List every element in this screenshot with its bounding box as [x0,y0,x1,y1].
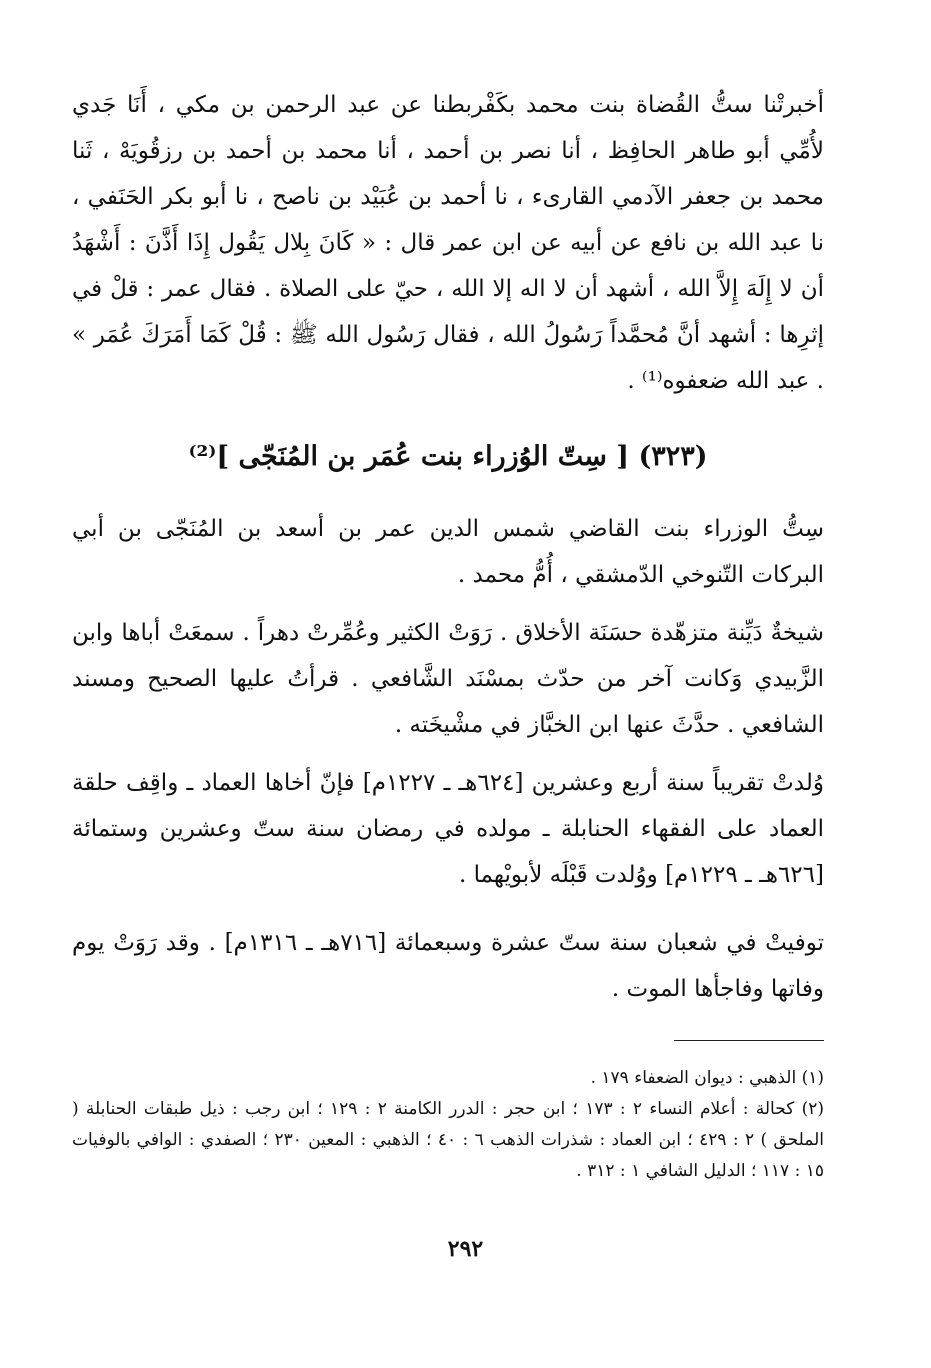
footnote-2: (٢) كحالة : أعلام النساء ٢ : ١٧٣ ؛ ابن حجر : الدرر الكامنة ٢ : ١٢٩ ؛ ابن رجب : ذيل طبقات الحنابلة ( الملحق ) ٢ : ٤٢٩ ؛ ابن العماد : شذرات الذهب ٦ : ٤٠ ؛ الذهبي : المعين ٢٣٠ ؛ الصفدي : الوافي بالوفيات ١٥ : ١١٧ ؛ الدليل الشافي ١ : ٣١٢ . [72,1099,825,1181]
biography-entry-heading: (٣٢٣) [ سِتّ الوُزراء بنت عُمَر بن المُنَجّى ]⁽²⁾ [188,441,708,472]
footnotes-section [72,1063,824,1187]
paragraph-birth: وُلدتْ تقريباً سنة أربع وعشرين [٦٢٤هـ ـ ١٢٢٧م] فإنّ أخاها العماد ـ واقِف حلقة العماد على الفقهاء الحنابلة ـ مولده في رمضان سنة ستّ وعشرين وستمائة [٦٢٦هـ ـ ١٢٢٩م] ووُلدت قَبْلَه لأبويْهما . [72,770,824,888]
footnote-divider [674,1040,824,1041]
paragraph-death: توفيتْ في شعبان سنة ستّ عشرة وسبعمائة [٧١٦هـ ـ ١٣١٦م] . وقد رَوَتْ يوم وفاتها وفاجأها الموت . [72,930,824,1002]
footnote-1: (١) الذهبي : ديوان الضعفاء ١٧٩ . [590,1068,824,1088]
page-number: ٢٩٢ [447,1236,484,1262]
paragraph-lineage: سِتُّ الوزراء بنت القاضي شمس الدين عمر بن أسعد بن المُنَجّى بن أبي البركات التّنوخي الدّمشقي ، أُمُّ محمد . [72,516,824,588]
paragraph-hadith-narration: أخبرتْنا ستُّ القُضاة بنت محمد بكَفْربطنا عن عبد الرحمن بن مكي ، أَنَا جَدي لأُمِّي أبو طاهر الحافِظ ، أنا نصر بن أحمد ، أنا محمد بن أحمد بن رزقُويَهْ ، ثَنا محمد بن جعفر الآدمي القارىء ، نا أحمد بن عُبَيْد بن ناصح ، نا أبو بكر الحَنَفي ، نا عبد الله بن نافع عن أبيه عن ابن عمر قال : « كَانَ بِلال يَقُول إِذَا أَذَّنَ : أَشْهَدُ أن لا إِلَهَ إِلاَّ الله ، أشهد أن لا اله إلا الله ، حيّ على الصلاة . فقال عمر : قلْ في إثرِها : أشهد أنَّ مُحمَّداً رَسُولُ الله ، فقال رَسُول الله ﷺ : قُلْ كَمَا أَمَرَكَ عُمَر » . عبد الله ضعفوه⁽¹⁾ . [72,92,825,394]
paragraph-biography: شيخةٌ دَيِّنة متزهّدة حسَنَة الأخلاق . رَوَتْ الكثير وعُمِّرتْ دهراً . سمعَتْ أباها وابن الزَّبيدي وَكانت آخر من حدّث بمسْنَد الشَّافعي . قرأتُ عليها الصحيح ومسند الشافعي . حدَّثَ عنها ابن الخبَّاز في مشْيخَته . [72,620,824,738]
